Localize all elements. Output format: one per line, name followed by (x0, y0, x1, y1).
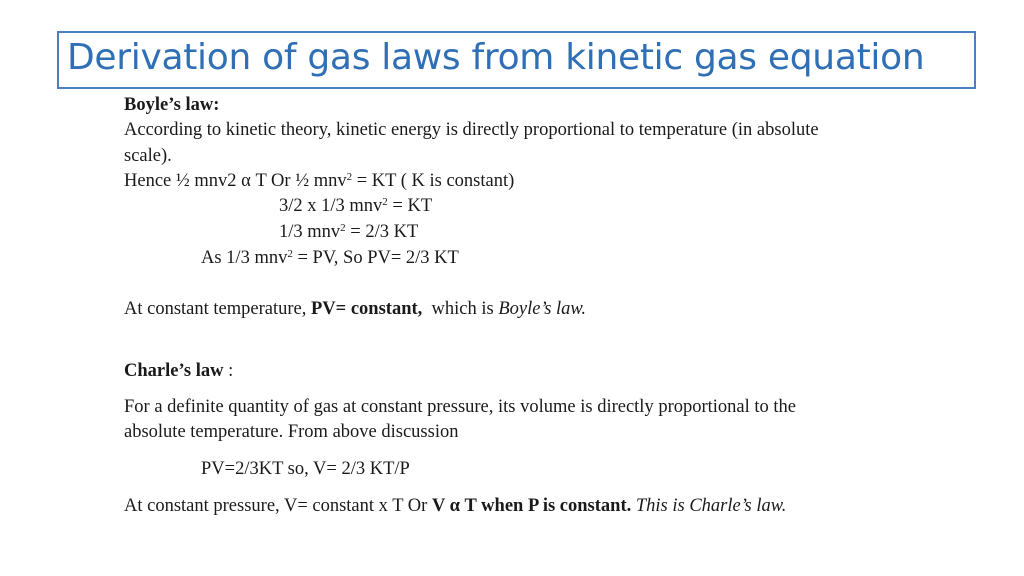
charles-conclusion-bold: V α T when P is constant. (431, 496, 632, 516)
boyle-equation-3 (279, 221, 418, 243)
eq1-main: Hence ½ mnv2 α T Or ½ mnv (124, 171, 347, 191)
boyle-conclusion (124, 298, 586, 320)
boyle-text-line-1: According to kinetic theory, kinetic energy is directly proportional to temperature (in absolute (124, 120, 819, 140)
eq4-main: As 1/3 mnv (201, 248, 288, 268)
boyle-conclusion-pre: At constant temperature, (124, 299, 311, 319)
boyle-equation-4 (201, 247, 459, 269)
boyle-equation-1 (124, 170, 514, 192)
charles-conclusion-pre: At constant pressure, V= constant x T Or (124, 496, 432, 516)
eq2-main: 3/2 x 1/3 mnv (279, 196, 383, 216)
eq1-after: = KT ( K is constant) (352, 171, 515, 191)
charles-heading-suffix: : (223, 361, 234, 381)
eq3-main: 1/3 mnv (279, 222, 341, 242)
boyle-heading: Boyle’s law: (124, 95, 220, 115)
slide-title: Derivation of gas laws from kinetic gas equation (67, 37, 925, 78)
boyle-conclusion-italic: Boyle’s law. (498, 299, 587, 319)
slide-title-box (57, 31, 976, 89)
boyle-equation-2 (279, 195, 432, 217)
eq4-sup: 2 (287, 248, 293, 260)
eq3-sup: 2 (340, 222, 346, 234)
charles-conclusion-italic: This is Charle’s law. (631, 496, 787, 516)
charles-heading: Charle’s law (124, 361, 224, 381)
charles-conclusion (124, 495, 786, 517)
charles-heading-line (124, 360, 233, 382)
eq1-sup: 2 (346, 171, 353, 183)
eq3-after: = 2/3 KT (345, 222, 419, 242)
boyle-text-line-2: scale). (124, 146, 172, 166)
eq4-after: = PV, So PV= 2/3 KT (292, 248, 459, 268)
eq2-sup: 2 (382, 196, 388, 208)
boyle-conclusion-mid: which is (422, 299, 499, 319)
boyle-conclusion-bold: PV= constant, (311, 299, 423, 319)
eq2-after: = KT (387, 196, 433, 216)
charles-text-line-2: absolute temperature. From above discussion (124, 422, 459, 442)
charles-equation: PV=2/3KT so, V= 2/3 KT/P (201, 459, 410, 479)
charles-text-line-1: For a definite quantity of gas at constant pressure, its volume is directly proportional to the (124, 397, 797, 417)
